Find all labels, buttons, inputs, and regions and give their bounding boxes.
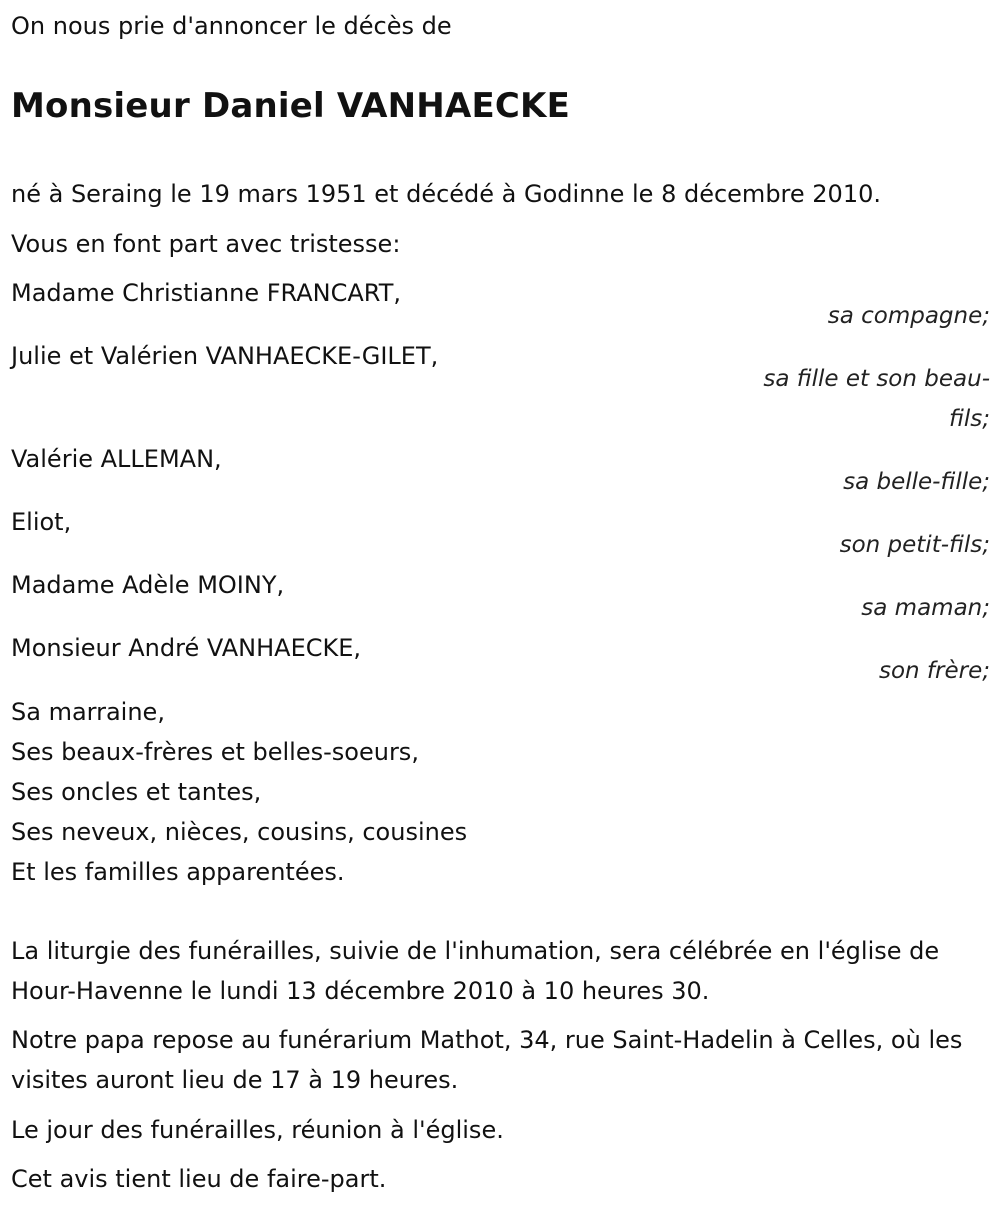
meeting-text: Le jour des funérailles, réunion à l'église. [11, 1116, 504, 1144]
closing-text: Cet avis tient lieu de faire-part. [11, 1165, 387, 1193]
family-member-name: Eliot, [11, 508, 72, 536]
intro-text: On nous prie d'annoncer le décès de [11, 12, 452, 40]
family-member-relation: son frère; [878, 658, 990, 684]
family-member-name: Julie et Valérien VANHAECKE-GILET, [11, 342, 439, 370]
family-member-name: Madame Christianne FRANCART, [11, 279, 402, 307]
family-member-relation: sa fille et son beau-fils; [763, 366, 990, 432]
family-member-relation: son petit-fils; [839, 532, 990, 558]
other-relatives [11, 692, 467, 892]
other-relative-line: Ses beaux-frères et belles-soeurs, [11, 738, 419, 766]
liturgy-text: La liturgie des funérailles, suivie de l'inhumation, sera célébrée en l'église de Hour-Havenne le lundi 13 décembre 2010 à 10 heures 30. [11, 937, 940, 1005]
family-member-relation: sa compagne; [827, 303, 990, 329]
family-member-relation: sa maman; [861, 595, 990, 621]
family-member-name: Monsieur André VANHAECKE, [11, 634, 362, 662]
funerarium-text: Notre papa repose au funérarium Mathot, 34, rue Saint-Hadelin à Celles, où les visites auront lieu de 17 à 19 heures. [11, 1026, 963, 1094]
birth-death-text: né à Seraing le 19 mars 1951 et décédé à Godinne le 8 décembre 2010. [11, 180, 881, 208]
other-relative-line: Ses oncles et tantes, [11, 778, 262, 806]
deceased-name: Monsieur Daniel VANHAECKE [11, 86, 571, 126]
family-member-name: Madame Adèle MOINY, [11, 571, 285, 599]
other-relative-line: Sa marraine, [11, 698, 165, 726]
family-member-relation: sa belle-fille; [843, 469, 990, 495]
family-member-name: Valérie ALLEMAN, [11, 445, 222, 473]
other-relative-line: Ses neveux, nièces, cousins, cousines [11, 818, 468, 846]
sadness-intro: Vous en font part avec tristesse: [11, 230, 401, 258]
other-relative-line: Et les familles apparentées. [11, 858, 345, 886]
